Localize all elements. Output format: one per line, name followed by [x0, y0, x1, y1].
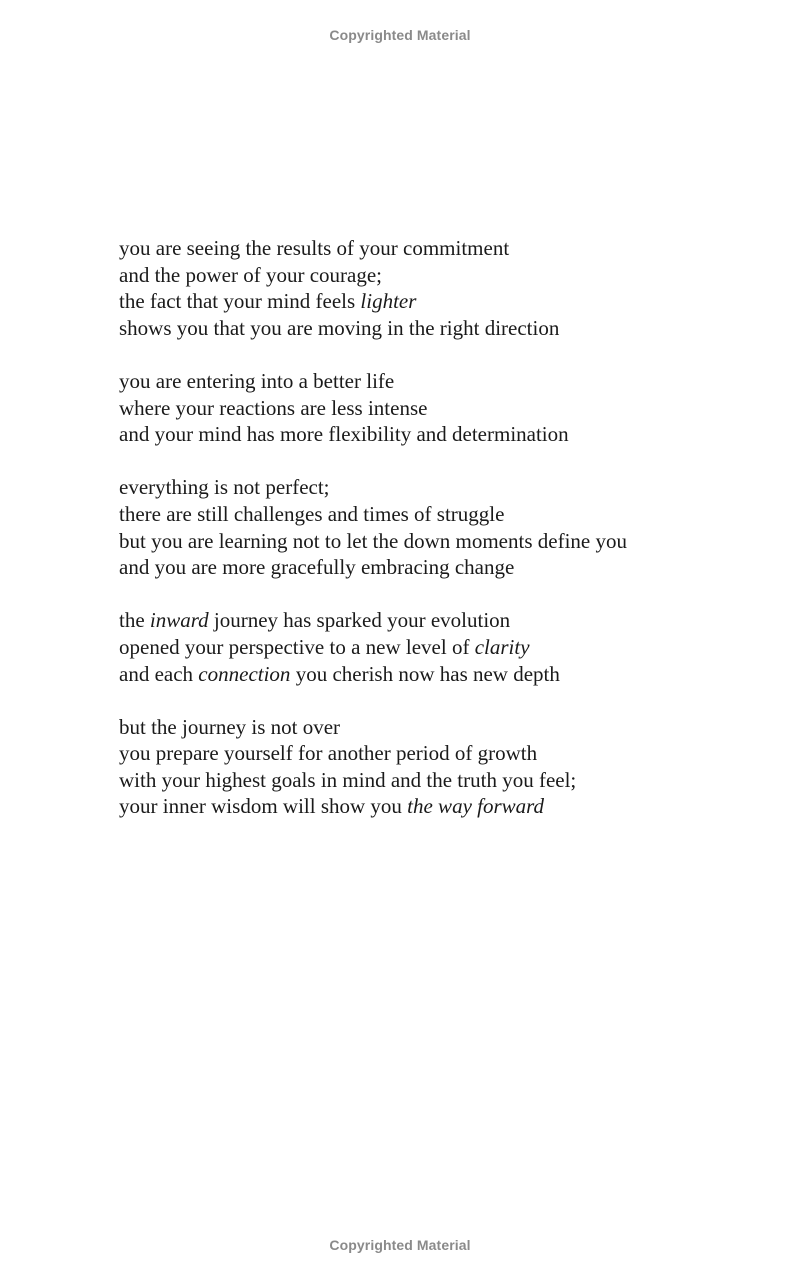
poem-line: you are seeing the results of your commitment — [119, 236, 510, 260]
stanza — [119, 368, 759, 448]
stanza — [119, 235, 759, 341]
poem-line: you are entering into a better life — [119, 368, 395, 393]
poem-line: opened your perspective to a new level of clarity — [119, 634, 530, 659]
poem-line: where your reactions are less intense — [119, 395, 428, 420]
poem — [119, 235, 759, 847]
poem-line: with your highest goals in mind and the truth you feel; — [119, 767, 577, 792]
poem-line: and the power of your courage; — [119, 262, 382, 287]
copyright-header: Copyrighted Material — [329, 27, 471, 43]
poem-line: and your mind has more flexibility and determination — [119, 422, 569, 447]
poem-line: shows you that you are moving in the right direction — [119, 315, 560, 340]
poem-line: and each connection you cherish now has new depth — [119, 661, 560, 686]
copyright-footer: Copyrighted Material — [329, 1237, 471, 1253]
poem-line: but you are learning not to let the down moments define you — [119, 528, 627, 553]
italic-emphasis: clarity — [474, 634, 530, 659]
poem-line: you prepare yourself for another period of growth — [119, 741, 538, 766]
poem-line: everything is not perfect; — [119, 475, 330, 500]
stanza — [119, 714, 759, 820]
poem-line: there are still challenges and times of struggle — [119, 501, 505, 526]
poem-line: and you are more gracefully embracing change — [119, 555, 515, 580]
italic-emphasis: inward — [149, 608, 209, 633]
stanza — [119, 607, 759, 687]
poem-line: your inner wisdom will show you the way forward — [119, 794, 545, 819]
poem-line: the fact that your mind feels lighter — [119, 289, 417, 314]
italic-emphasis: the way forward — [407, 794, 545, 819]
stanza — [119, 474, 759, 580]
italic-emphasis: lighter — [360, 289, 417, 314]
poem-line: the inward journey has sparked your evolution — [119, 608, 511, 633]
italic-emphasis: connection — [198, 661, 291, 686]
poem-line: but the journey is not over — [119, 714, 341, 739]
